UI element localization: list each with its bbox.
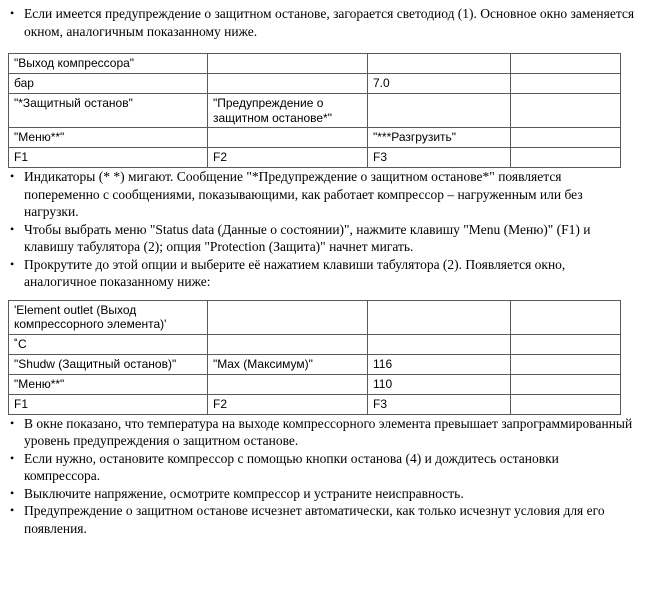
- table-cell: [511, 354, 621, 374]
- table-cell: [208, 334, 368, 354]
- table-cell: F2: [208, 148, 368, 168]
- bullet-item: [8, 168, 636, 221]
- table-row: [9, 374, 621, 394]
- bullet-marker: •: [10, 221, 15, 236]
- table-cell: ˚C: [9, 334, 208, 354]
- bullet-text: В окне показано, что температура на выходе компрессорного элемента превышает запрограммированный уровень предупреждения о защитном останове.: [24, 415, 633, 448]
- table-cell: [368, 300, 511, 334]
- table-cell: "Меню**": [9, 374, 208, 394]
- table-cell: "***Разгрузить": [368, 128, 511, 148]
- table-cell: [511, 54, 621, 74]
- bullet-marker: •: [10, 415, 15, 430]
- table-row: [9, 334, 621, 354]
- bullet-item: [8, 415, 636, 450]
- bullet-text: Индикаторы (* *) мигают. Сообщение "*Предупреждение о защитном останове*" появляется попеременно с сообщениями, показывающими, как работает компрессор – нагруженным или без нагрузки.: [24, 169, 583, 219]
- table-cell: F1: [9, 394, 208, 414]
- bullet-text: Если нужно, остановите компрессор с помощью кнопки останова (4) и дождитесь остановки компрессора.: [24, 450, 559, 483]
- table-cell: [208, 128, 368, 148]
- table-cell: F1: [9, 148, 208, 168]
- table-cell: "Max (Максимум)": [208, 354, 368, 374]
- table-cell: 7.0: [368, 74, 511, 94]
- table-cell: [511, 74, 621, 94]
- bullet-marker: •: [10, 485, 15, 500]
- table-cell: 116: [368, 354, 511, 374]
- table-cell: [368, 334, 511, 354]
- table-cell: [511, 128, 621, 148]
- table-cell: [208, 74, 368, 94]
- bullet-item: [8, 450, 636, 485]
- display-window-table-2: [8, 300, 621, 415]
- bullet-marker: •: [10, 6, 15, 20]
- table-row: [9, 394, 621, 414]
- display-window-table-1: [8, 53, 621, 168]
- bullet-list-middle: [8, 168, 636, 291]
- table-cell: [368, 54, 511, 74]
- table-cell: бар: [9, 74, 208, 94]
- bullet-text: Чтобы выбрать меню "Status data (Данные о состоянии)", нажмите клавишу "Menu (Меню)" (F1) и клавишу табулятора (2); опция "Protection (Защита)" начнет мигать.: [24, 221, 591, 254]
- bullet-text: Выключите напряжение, осмотрите компрессор и устраните неисправность.: [24, 485, 464, 501]
- table-row: [9, 128, 621, 148]
- table-row: [9, 74, 621, 94]
- table-cell: [208, 300, 368, 334]
- table-cell: 'Element outlet (Выход компрессорного элемента)': [9, 300, 208, 334]
- table-cell: [511, 300, 621, 334]
- table-cell: [208, 54, 368, 74]
- table-cell: [511, 334, 621, 354]
- table-cell: [511, 394, 621, 414]
- bullet-item: [8, 485, 636, 503]
- table-cell: "Shudw (Защитный останов)": [9, 354, 208, 374]
- bullet-list-bottom: [8, 415, 636, 538]
- table-cell: [208, 374, 368, 394]
- table-cell: "Выход компрессора": [9, 54, 208, 74]
- table-cell: 110: [368, 374, 511, 394]
- bullet-text: Прокрутите до этой опции и выберите её нажатием клавиши табулятора (2). Появляется окно, аналогичное показанному ниже:: [24, 256, 566, 289]
- bullet-marker: •: [10, 503, 15, 517]
- table-cell: [511, 148, 621, 168]
- bullet-marker: •: [10, 256, 15, 271]
- table-cell: "Предупреждение о защитном останове*": [208, 94, 368, 128]
- bullet-marker: •: [10, 169, 15, 183]
- bullet-marker: •: [10, 450, 15, 465]
- table-row: [9, 54, 621, 74]
- bullet-list-intro: [8, 5, 636, 40]
- bullet-item: [8, 5, 636, 40]
- bullet-item: [8, 256, 636, 291]
- bullet-text: Предупреждение о защитном останове исчезнет автоматически, как только исчезнут условия для его появления.: [24, 503, 605, 536]
- table-cell: [511, 94, 621, 128]
- table-cell: [511, 374, 621, 394]
- table-row: [9, 354, 621, 374]
- table-cell: F3: [368, 394, 511, 414]
- table-cell: "Меню**": [9, 128, 208, 148]
- bullet-item: [8, 502, 636, 537]
- table-cell: F2: [208, 394, 368, 414]
- table-cell: "*Защитный останов": [9, 94, 208, 128]
- table-row: [9, 148, 621, 168]
- bullet-text: Если имеется предупреждение о защитном останове, загорается светодиод (1). Основное окно заменяется окном, аналогичным показанному ниже.: [24, 6, 635, 39]
- table-cell: [368, 94, 511, 128]
- bullet-item: [8, 221, 636, 256]
- table-cell: F3: [368, 148, 511, 168]
- table-row: [9, 94, 621, 128]
- table-row: [9, 300, 621, 334]
